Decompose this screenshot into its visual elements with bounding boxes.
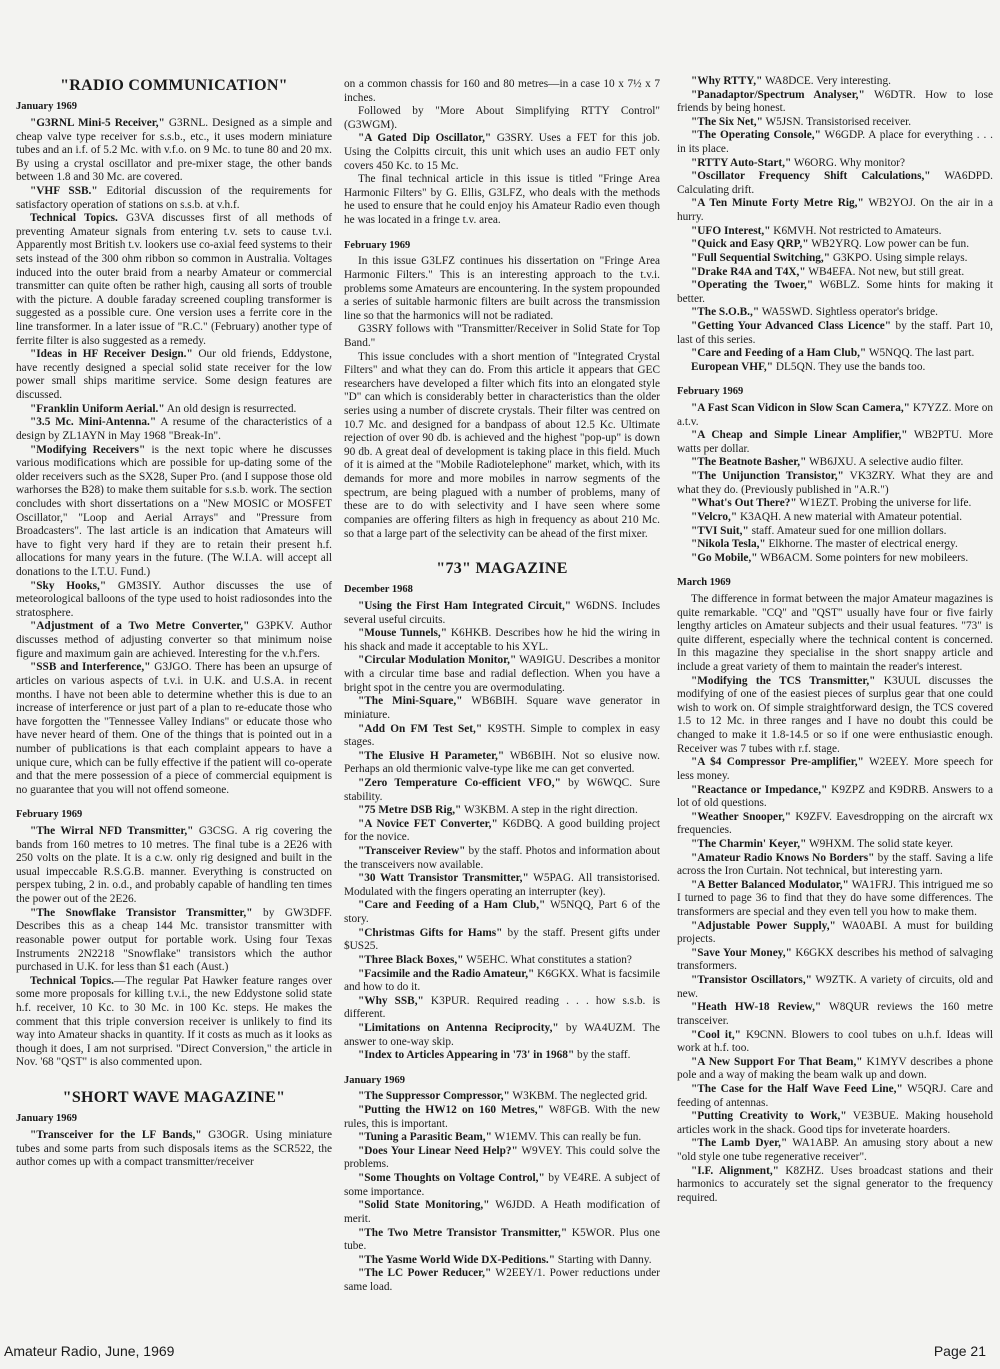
article-description: W5PAG. All transistorised. Modulated with the fingers operating an interrupter (key). (344, 872, 661, 898)
spacer (344, 1063, 660, 1073)
article-description: W9HXM. The solid state keyer. (806, 837, 954, 850)
article-entry (344, 1131, 660, 1145)
article-description: G3SRY. Uses a FET for this job. Using the Colpitts circuit, this unit which uses an audio FET only covers 450 Kc. to 15 Mc. (344, 132, 660, 172)
article-description: W6JDD. A Heath modification of merit. (344, 1199, 660, 1225)
article-title: "Care and Feeding of a Ham Club," (691, 347, 867, 360)
article-title: "A $4 Compressor Pre-amplifier," (691, 756, 864, 769)
article-entry (344, 804, 660, 818)
article-entry (677, 1137, 993, 1164)
article-title: "RTTY Auto-Start," (691, 156, 792, 169)
article-title: "Nikola Tesla," (691, 538, 766, 551)
article-description: by the staff. Saving a life across the Iron Curtain. Not technical, but interesting yarn. (677, 851, 994, 878)
article-description: W9VEY. This could solve the problems. (344, 1144, 660, 1171)
article-entry (344, 1254, 660, 1268)
article-entry (677, 784, 993, 811)
article-description: W3KBM. The neglected grid. (509, 1090, 648, 1103)
article-entry (677, 429, 993, 456)
article-entry (16, 620, 332, 661)
article-description: A resume of the characteristics of a design by ZL1AYN in May 1968 "Break-In". (16, 416, 332, 442)
article-title: "The Unijunction Transistor," (691, 470, 844, 483)
article-title: "The Beatnote Basher," (691, 456, 807, 469)
spacer (16, 797, 332, 807)
article-entry (677, 470, 993, 497)
article-description: K3AQH. A new material with Amateur potential. (737, 510, 963, 523)
article-entry (344, 132, 660, 173)
article-entry (677, 170, 993, 197)
article-entry (344, 654, 660, 695)
spacer (677, 374, 993, 384)
article-title: "The Yasme World Wide DX-Peditions." (358, 1253, 555, 1266)
article-title: "Index to Articles Appearing in '73' in 1968" (358, 1049, 575, 1062)
article-entry (16, 907, 332, 975)
article-entry (344, 818, 660, 845)
article-description: K6DBQ. A good building project for the novice. (344, 817, 660, 844)
article-title: "TVI Suit," (691, 524, 749, 537)
article-entry (677, 497, 993, 511)
article-entry (677, 75, 993, 89)
issue-date: January 1969 (16, 101, 77, 113)
article-entry (677, 947, 993, 974)
article-description: WB6ACM. Some pointers for new mobileers. (757, 551, 969, 564)
article-entry (344, 750, 660, 777)
article-description: G3VA discusses first of all methods of preventing Amateur signals from entering t.v. sets to cause t.v.i. Apparently most British t.v. lookers use co-axial feed systems to their sets instead of the 300 ohm ribbon so common in Australia. Voltages induced into the outer braid from a nearby Amateur or commercial transmitter can quite often be rather high, causing all sorts of trouble with the picture. A double faraday screened coupling transformer is suggested as a possible cure. One version uses a ferrite core in the line transformer. In a later issue of "R.C." (February) another type of ferrite filter is also suggested as a remedy. (16, 212, 332, 347)
article-title: "Limitations on Antenna Reciprocity," (358, 1021, 559, 1034)
article-title: "UFO Interest," (691, 224, 771, 237)
article-title: "Quick and Easy QRP," (691, 238, 809, 251)
article-entry (344, 627, 660, 654)
article-entry (677, 1165, 993, 1206)
article-title: "Heath HW-18 Review," (691, 1001, 822, 1014)
article-description: K6GKX. What is facsimile and how to do it. (344, 967, 660, 994)
article-entry (677, 525, 993, 539)
article-description: K9CNN. Blowers to cool tubes on u.h.f. Ideas will work at h.f. too. (677, 1028, 994, 1055)
article-description: G3OGR. Using miniature tubes and some parts from such disposals items as the SCR522, the author comes up with a compact transmitter/receiver (16, 1128, 332, 1169)
article-entry (677, 320, 993, 347)
article-description: K5WOR. Plus one tube. (344, 1226, 660, 1253)
issue-date: December 1968 (344, 584, 413, 596)
article-description: VE3BUE. Making household articles work in the shack. Good tips for inveterate hoarders. (677, 1110, 993, 1136)
article-entry (344, 1145, 660, 1172)
article-title: "Add On FM Test Set," (358, 722, 483, 735)
article-entry (16, 416, 332, 443)
article-title: "3.5 Mc. Mini-Antenna." (30, 416, 157, 429)
article-title: "75 Metre DSB Rig," (358, 804, 462, 817)
article-description: WA0ABI. A must for building projects. (677, 919, 993, 946)
article-entry (16, 825, 332, 907)
article-entry (16, 403, 332, 417)
article-entry (677, 456, 993, 470)
article-entry (344, 600, 660, 627)
article-description: W1EMV. This can really be fun. (491, 1131, 642, 1144)
article-entry (344, 695, 660, 722)
article-entry (677, 756, 993, 783)
article-entry (344, 723, 660, 750)
article-description: W9ZTK. A variety of circuits, old and new. (677, 974, 993, 1000)
article-entry (677, 1110, 993, 1137)
article-title: "Using the First Ham Integrated Circuit," (358, 600, 572, 613)
article-description: by W6WQC. Sure stability. (344, 776, 661, 803)
article-title: Technical Topics. (30, 212, 118, 225)
article-entry (677, 402, 993, 429)
spacer (677, 565, 993, 575)
article-description: G3PKV. Author discusses method of adjusting converter so that minimum noise figure and maximum gain are achieved. Interesting for the v.h.f'ers. (16, 620, 332, 660)
article-title: "Does Your Linear Need Help?" (358, 1144, 518, 1157)
article-title: "Why SSB," (358, 994, 424, 1007)
article-entry (677, 279, 993, 306)
article-title: "Franklin Uniform Aerial." (30, 402, 165, 415)
issue-date: February 1969 (344, 239, 411, 251)
article-entry (344, 995, 660, 1022)
article-title: "The Lamb Dyer," (691, 1137, 788, 1150)
article-title: "The Mini-Square," (358, 695, 463, 708)
article-description: Followed by "More About Simplifying RTTY Control" (G3WGM). (344, 105, 660, 131)
article-entry (344, 323, 660, 350)
article-title: "Save Your Money," (691, 946, 792, 959)
article-title: "Transceiver for the LF Bands," (30, 1128, 202, 1141)
article-description: by GW3DFF. Describes this as a cheap 144 Mc. transistor transmitter with reasonable power output for portable work. Using four Texas Instruments 2N2218 "Snowflake" transistors which the author purchased in U.K. for less than $1 each (Aust.) (16, 906, 332, 974)
article-description: W2EEY. More speech for less money. (677, 756, 994, 782)
article-description: W5NQQ. The last part. (866, 347, 975, 360)
article-title: "The Elusive H Parameter," (358, 749, 505, 762)
article-entry (16, 975, 332, 1070)
article-title: Technical Topics. (30, 974, 114, 987)
article-description: WB2YOJ. On the air in a hurry. (677, 197, 993, 224)
article-entry (677, 811, 993, 838)
article-title: "Panadaptor/Spectrum Analyser," (691, 88, 865, 101)
footer-publication: Amateur Radio, June, 1969 (4, 1343, 175, 1359)
article-title: "The Two Metre Transistor Transmitter," (358, 1226, 568, 1239)
article-entry (16, 1129, 332, 1170)
article-description: In this issue G3LFZ continues his dissertation on "Fringe Area Harmonic Filters." This is an interesting approach to the t.v.i. problems some Amateurs are encountering. In the system propounded a series of suitable harmonic filters are built across the transmission line so that the harmonics will not be radiated. (344, 255, 660, 322)
article-entry (344, 968, 660, 995)
article-title: "A Ten Minute Forty Metre Rig," (691, 197, 864, 210)
article-description: WB6JXU. A selective audio filter. (806, 456, 964, 469)
spacer (16, 1070, 332, 1080)
article-description: W5JSN. Transistorised receiver. (762, 115, 912, 128)
article-title: "Modifying the TCS Transmitter," (691, 674, 876, 687)
article-title: "Adjustment of a Two Metre Converter," (30, 620, 250, 633)
article-description: WB6BIH. Not so elusive now. Perhaps an old thermionic valve-type like me can get converted. (344, 749, 660, 776)
article-entry (16, 580, 332, 621)
article-entry (677, 116, 993, 130)
article-description: Starting with Danny. (554, 1253, 652, 1266)
article-entry (677, 852, 993, 879)
article-entry (344, 1199, 660, 1226)
footer-page-number: Page 21 (933, 1343, 986, 1359)
article-description: This issue concludes with a short mention of "Integrated Crystal Filters" and what they can do. From this article it appears that GEC researchers have developed a filter which fits into an elongated style "D" can which is considerably better in characteristics than the older series using a number of discrete crystals. Their filter was centred on 10.7 Mc. and designed for a bandpass of about 12.5 Kc. Ultimate rejection of over 90 db. is achieved and the highest "pop-up" is down 90 db. A great deal of development is taking place in this field. Much of it is aimed at the "Mobile Radiotelephone" market, which, with its demands for more and more mobiles in narrow segments of the spectrum, are being plagued with a number of problems, many of these are to do with selectivity and I have seen where some companies are offering filters as high in frequency as about 210 Mc. so that a large part of the selectivity can be ahead of the first mixer. (344, 350, 660, 540)
article-title: "The Operating Console," (691, 129, 821, 142)
article-entry (344, 351, 660, 542)
article-title: "Oscillator Frequency Shift Calculations," (691, 170, 931, 183)
article-description: W5QRJ. Care and feeding of antennas. (677, 1082, 993, 1109)
article-description: WA6DPD. Calculating drift. (677, 170, 993, 196)
article-title: "The Charmin' Keyer," (691, 837, 807, 850)
article-description: W5EHC. What constitutes a station? (463, 953, 632, 966)
article-entry (344, 1104, 660, 1131)
article-title: "SSB and Interference," (30, 661, 151, 674)
article-entry (344, 899, 660, 926)
article-description: W1EZT. Probing the universe for life. (796, 497, 972, 510)
article-description: Elkhorne. The master of electrical energy. (765, 538, 958, 551)
article-description: W6DTR. How to lose friends by being honest. (677, 88, 993, 115)
article-title: "The S.O.B.," (691, 306, 760, 319)
article-description: WA1ABP. An amusing story about a new "old style one tube regenerative receiver". (677, 1137, 993, 1163)
article-entry (16, 661, 332, 797)
article-title: "The Case for the Half Wave Feed Line," (691, 1082, 903, 1095)
article-entry (677, 675, 993, 757)
article-description: DL5QN. They use the bands too. (773, 360, 926, 373)
article-entry (344, 1172, 660, 1199)
article-description: —The regular Pat Hawker feature ranges over some more proposals for killing t.v.i., the new Eddystone solid state h.f. receiver, 10 Kc. to 30 Mc. in 100 Kc. steps. He makes the comment that this triple conversion receiver is unlikely to find its way into Amateur shacks in quantity. If it costs as much as it looks as though it does, I am not surprised. "Direct Conversion," the article in Nov. '68 "QST" is also commented upon. (16, 974, 332, 1069)
article-entry (344, 1090, 660, 1104)
article-description: WA5SWD. Sightless operator's bridge. (759, 306, 938, 319)
article-title: "Transistor Oscillators," (691, 974, 812, 987)
article-entry (677, 238, 993, 252)
article-title: "Transceiver Review" (358, 845, 466, 858)
article-title: "A Novice FET Converter," (358, 817, 498, 830)
article-description: VK3ZRY. What they are and what they do. (Previously published in "A.R.") (677, 470, 994, 496)
article-title: "A Fast Scan Vidicon in Slow Scan Camera," (691, 402, 910, 415)
article-description: K6MVH. Not restricted to Amateurs. (770, 224, 942, 237)
article-description: An old design is resurrected. (164, 402, 297, 415)
article-title: "Three Black Boxes," (358, 953, 464, 966)
article-entry (677, 157, 993, 171)
article-title: "Amateur Radio Knows No Borders" (691, 851, 875, 864)
article-entry (677, 1029, 993, 1056)
article-title: "Full Sequential Switching," (691, 251, 831, 264)
article-entry (344, 1227, 660, 1254)
article-entry (344, 1049, 660, 1063)
article-entry (677, 225, 993, 239)
article-title: "The LC Power Reducer," (358, 1267, 492, 1280)
article-description: by the staff. Photos and information about the transceivers now available. (344, 845, 660, 871)
section-title: "RADIO COMMUNICATION" (60, 77, 288, 94)
article-description: G3JGO. There has been an upsurge of articles on various aspects of t.v.i. in U.K. and U.S.A. in recent months. I have not been able to determine whether this is due to an increase of interference or just part of a plan to re-educate those who have forgotten the "Tennessee Valley Indians" or educate those who have never heard of them. One of the things that is pointed out in a number of publications is that each complaint appears to have a unique cure, which can be fully effective if the patient will co-operate and that the mere possession of a piece of commercial equipment is no guarantee that you will not offend someone. (16, 661, 332, 796)
article-description: K6HKB. Describes how he hid the wiring in his shack and made it acceptable to his XYL. (344, 627, 660, 653)
article-description: K3UUL discusses the modifying of one of the easiest pieces of surplus gear that one could wish to work on. Of simple straightforward design, the TCS covered 1.5 to 12 Mc. in three ranges and I have no doubt this could be changed to make it 1.8-14.5 or so if one were enthusiastic enough. Receiver was 7 tubes with r.f. stage. (677, 674, 993, 755)
article-description: is the next topic where he discusses various modifications which are possible for up-dating some of the older receivers such as the SX28, Super Pro. (and I suppose those old warhorses the B28) to make them suitable for s.s.b. work. The section concludes with short dissertations on a "New MOSIC or MOSFET Oscillator," "Loop and Aerial Arrays" and "Pressure from Broadcasters". The last article is an indication that Amateurs will have to fight very hard if they are to retain their present h.f. allocations for many years in the future. (The W.I.A. will accept all donations to the I.T.U. Fund.) (16, 443, 332, 579)
article-title: "Sky Hooks," (30, 579, 107, 592)
article-entry (344, 1022, 660, 1049)
article-description: WB2YRQ. Low power can be fun. (808, 238, 970, 251)
article-description: W6GDP. A place for everything . . . in its place. (677, 129, 993, 156)
article-description: Editorial discussion of the requirements for satisfactory operation of stations on s.s.b. at v.h.f. (16, 184, 332, 211)
article-title: "A Better Balanced Modulator," (691, 878, 849, 891)
article-title: "Christmas Gifts for Hams" (358, 926, 503, 939)
article-title: "Operating the Twoer," (691, 279, 814, 292)
article-title: "Zero Temperature Co-efficient VFO," (358, 776, 561, 789)
article-entry (677, 974, 993, 1001)
article-description: The final technical article in this issue is titled "Fringe Area Harmonic Filters" by G. Ellis, G3LFZ, who deals with the methods he used to ensure that he could enjoy his Amateur Radio even though he was located in a fringe t.v. area. (344, 173, 660, 227)
article-title: "The Six Net," (691, 115, 763, 128)
article-entry (677, 838, 993, 852)
article-entry (677, 266, 993, 280)
article-description: by VE4RE. A subject of some importance. (344, 1172, 660, 1198)
article-description: WB6BIH. Square wave generator in miniature. (344, 695, 660, 721)
article-title: "The Snowflake Transistor Transmitter," (30, 906, 253, 919)
article-description: by the staff. Part 10, last of this series. (677, 319, 993, 346)
article-description: K9STH. Simple to complex in easy stages. (344, 722, 660, 749)
article-title: "30 Watt Transistor Transmitter," (358, 872, 529, 885)
article-description: G3CSG. A rig covering the bands from 160 metres to 10 metres. The final tube is a 2E26 with 250 volts on the plate. It is a c.w. only rig designed and built in the usual impeccable R.S.G.B. manner. Everything is constructed on perspex tubing, 2 in. o.d., and probably capable of handling ten times the power out of the 2E26. (16, 825, 332, 906)
article-entry (344, 173, 660, 227)
article-description: W6DNS. Includes several useful circuits. (344, 600, 661, 626)
article-title: "VHF SSB." (30, 184, 98, 197)
article-entry (677, 879, 993, 920)
article-title: "Cool it," (691, 1028, 741, 1041)
article-entry (677, 306, 993, 320)
article-description: G3SRY follows with "Transmitter/Receiver in Solid State for Top Band." (344, 323, 660, 349)
article-entry (677, 89, 993, 116)
article-entry (344, 1267, 660, 1294)
article-description: K8ZHZ. Uses broadcast stations and their harmonics to accurately set the signal generator to the frequency required. (677, 1164, 993, 1204)
article-description: W2EEY/1. Power reductions under same load. (344, 1267, 661, 1293)
article-entry (677, 129, 993, 156)
article-description: W5NQQ, Part 6 of the story. (344, 899, 660, 926)
issue-date: February 1969 (677, 386, 744, 398)
column-1 (16, 68, 332, 1170)
article-entry (677, 361, 993, 375)
article-entry (677, 511, 993, 525)
article-description: K9ZFV. Eavesdropping on the aircraft wx frequencies. (677, 810, 993, 837)
issue-date: January 1969 (16, 1113, 77, 1125)
article-title: "The Wirral NFD Transmitter," (30, 825, 194, 838)
issue-date: February 1969 (16, 809, 83, 821)
article-entry (16, 348, 332, 402)
article-title: "Drake R4A and T4X," (691, 265, 806, 278)
article-title: "Why RTTY," (691, 75, 763, 87)
article-title: "Getting Your Advanced Class Licence" (691, 319, 892, 332)
article-entry (677, 197, 993, 224)
article-description: staff. Amateur sued for one million dollars. (748, 524, 947, 537)
article-entry (677, 538, 993, 552)
article-title: "Mouse Tunnels," (358, 627, 447, 640)
article-title: "Putting the HW12 on 160 Metres," (358, 1104, 544, 1117)
article-entry (677, 593, 993, 675)
article-description: K3PUR. Required reading . . . how s.s.b. is different. (344, 994, 661, 1021)
article-title: "Ideas in HF Receiver Design." (30, 348, 193, 361)
article-entry (16, 444, 332, 580)
article-title: "Facsimile and the Radio Amateur," (358, 967, 535, 980)
article-description: W6ORG. Why monitor? (791, 156, 906, 169)
article-entry (677, 920, 993, 947)
article-description: W3KBM. A step in the right direction. (461, 804, 638, 817)
article-title: "Go Mobile," (691, 551, 758, 564)
article-entry (344, 954, 660, 968)
article-title: "G3RNL Mini-5 Receiver," (30, 116, 165, 129)
article-title: "Solid State Monitoring," (358, 1199, 490, 1212)
article-title: "Some Thoughts on Voltage Control," (358, 1172, 545, 1185)
article-entry (677, 552, 993, 566)
article-title: "Putting Creativity to Work," (691, 1110, 847, 1123)
article-title: "Weather Snooper," (691, 810, 792, 823)
article-title: "What's Out There?" (691, 497, 797, 510)
article-description: K7YZZ. More on a.t.v. (677, 402, 993, 428)
article-entry (344, 845, 660, 872)
article-description: WB2PTU. More watts per dollar. (677, 429, 993, 455)
article-title: "Care and Feeding of a Ham Club," (358, 899, 546, 912)
article-entry (344, 777, 660, 804)
article-title: "Velcro," (691, 510, 738, 523)
article-title: "A Cheap and Simple Linear Amplifier," (691, 429, 908, 442)
column-2 (344, 78, 660, 1295)
article-description: by WA4UZM. The answer to one-way skip. (344, 1021, 660, 1048)
article-description: G3RNL. Designed as a simple and cheap valve type receiver for s.s.b., etc., it uses modern miniature tubes and an i.f. of 5.2 Mc. with v.f.o. on 9 Mc. to tune 80 and 20 mx. By using a crystal oscillator and pre-mixer stage, the other bands between 1.8 and 30 Mc. are covered. (16, 116, 332, 184)
article-description: GM3SIY. Author discusses the use of meteorological balloons of the type used to hoist radiosondes into the stratosphere. (16, 579, 332, 619)
article-description: K1MYV describes a phone pole and a way of making the beam walk up and down. (677, 1055, 993, 1082)
article-entry (16, 117, 332, 185)
article-title: "The Suppressor Compressor," (358, 1090, 510, 1103)
article-title: "Reactance or Impedance," (691, 783, 828, 796)
article-title: "Modifying Receivers" (30, 443, 146, 456)
article-entry (344, 78, 660, 105)
article-entry (344, 255, 660, 323)
article-description: WA8DCE. Very interesting. (762, 75, 891, 87)
section-title: "73" MAGAZINE (436, 560, 568, 578)
article-description: G3KPO. Using simple relays. (830, 251, 968, 264)
article-entry (677, 347, 993, 361)
article-entry (16, 185, 332, 212)
article-description: Our old friends, Eddystone, have recently designed a special solid state receiver for the low power small ships maritime service. Some design features are discussed. (16, 348, 332, 402)
article-description: W6BLZ. Some hints for making it better. (677, 279, 993, 305)
issue-date: March 1969 (677, 577, 731, 589)
spacer (344, 541, 660, 551)
article-description: WA1FRJ. This intrigued me so I turned to page 36 to find that they do have some differences. The transformers are special and they even tell you how to make them. (677, 878, 993, 919)
article-entry (16, 212, 332, 348)
article-description: W8QUR reviews the 160 metre transceiver. (677, 1001, 993, 1027)
article-title: "Adjustable Power Supply," (691, 919, 836, 932)
article-description: K9ZPZ and K9DRB. Answers to a lot of old questions. (677, 783, 993, 810)
article-description: WB4EFA. Not new, but still great. (805, 265, 965, 278)
article-description: WA9IGU. Describes a monitor with a circular time base and radial deflection. When you have a bright spot in the centre you are overmodulating. (344, 654, 660, 694)
article-title: "A Gated Dip Oscillator," (358, 132, 492, 145)
spacer (344, 228, 660, 238)
article-description: K6GKX describes his method of salvaging transformers. (677, 946, 993, 973)
article-entry (677, 1083, 993, 1110)
article-title: "A New Support For That Beam," (691, 1055, 863, 1068)
article-description: by the staff. Present gifts under $US25. (344, 926, 660, 953)
article-entry (344, 872, 660, 899)
article-title: "Tuning a Parasitic Beam," (358, 1131, 492, 1144)
article-description: by the staff. (574, 1049, 631, 1062)
article-entry (344, 105, 660, 132)
article-entry (344, 927, 660, 954)
article-title: "Circular Modulation Monitor," (358, 654, 517, 667)
column-3 (677, 75, 993, 1205)
article-description: W8FGB. With the new rules, this is important. (344, 1104, 660, 1130)
article-entry (677, 252, 993, 266)
article-entry (677, 1056, 993, 1083)
issue-date: January 1969 (344, 1074, 405, 1086)
article-description: The difference in format between the major Amateur magazines is quite remarkable. "CQ" and "QST" usually have four or five fairly lengthy articles on Amateur subjects and their usual features. "73" is quite different, especially where the technical content is concerned. In this magazine they specialise in the short snappy article and include a great variety of them to maintain the reader's interest. (677, 593, 993, 674)
article-title: European VHF," (691, 360, 774, 373)
article-title: "I.F. Alignment," (691, 1164, 779, 1177)
article-description: on a common chassis for 160 and 80 metres—in a case 10 x 7½ x 7 inches. (344, 78, 660, 104)
section-title: "SHORT WAVE MAGAZINE" (62, 1088, 286, 1106)
article-entry (677, 1001, 993, 1028)
